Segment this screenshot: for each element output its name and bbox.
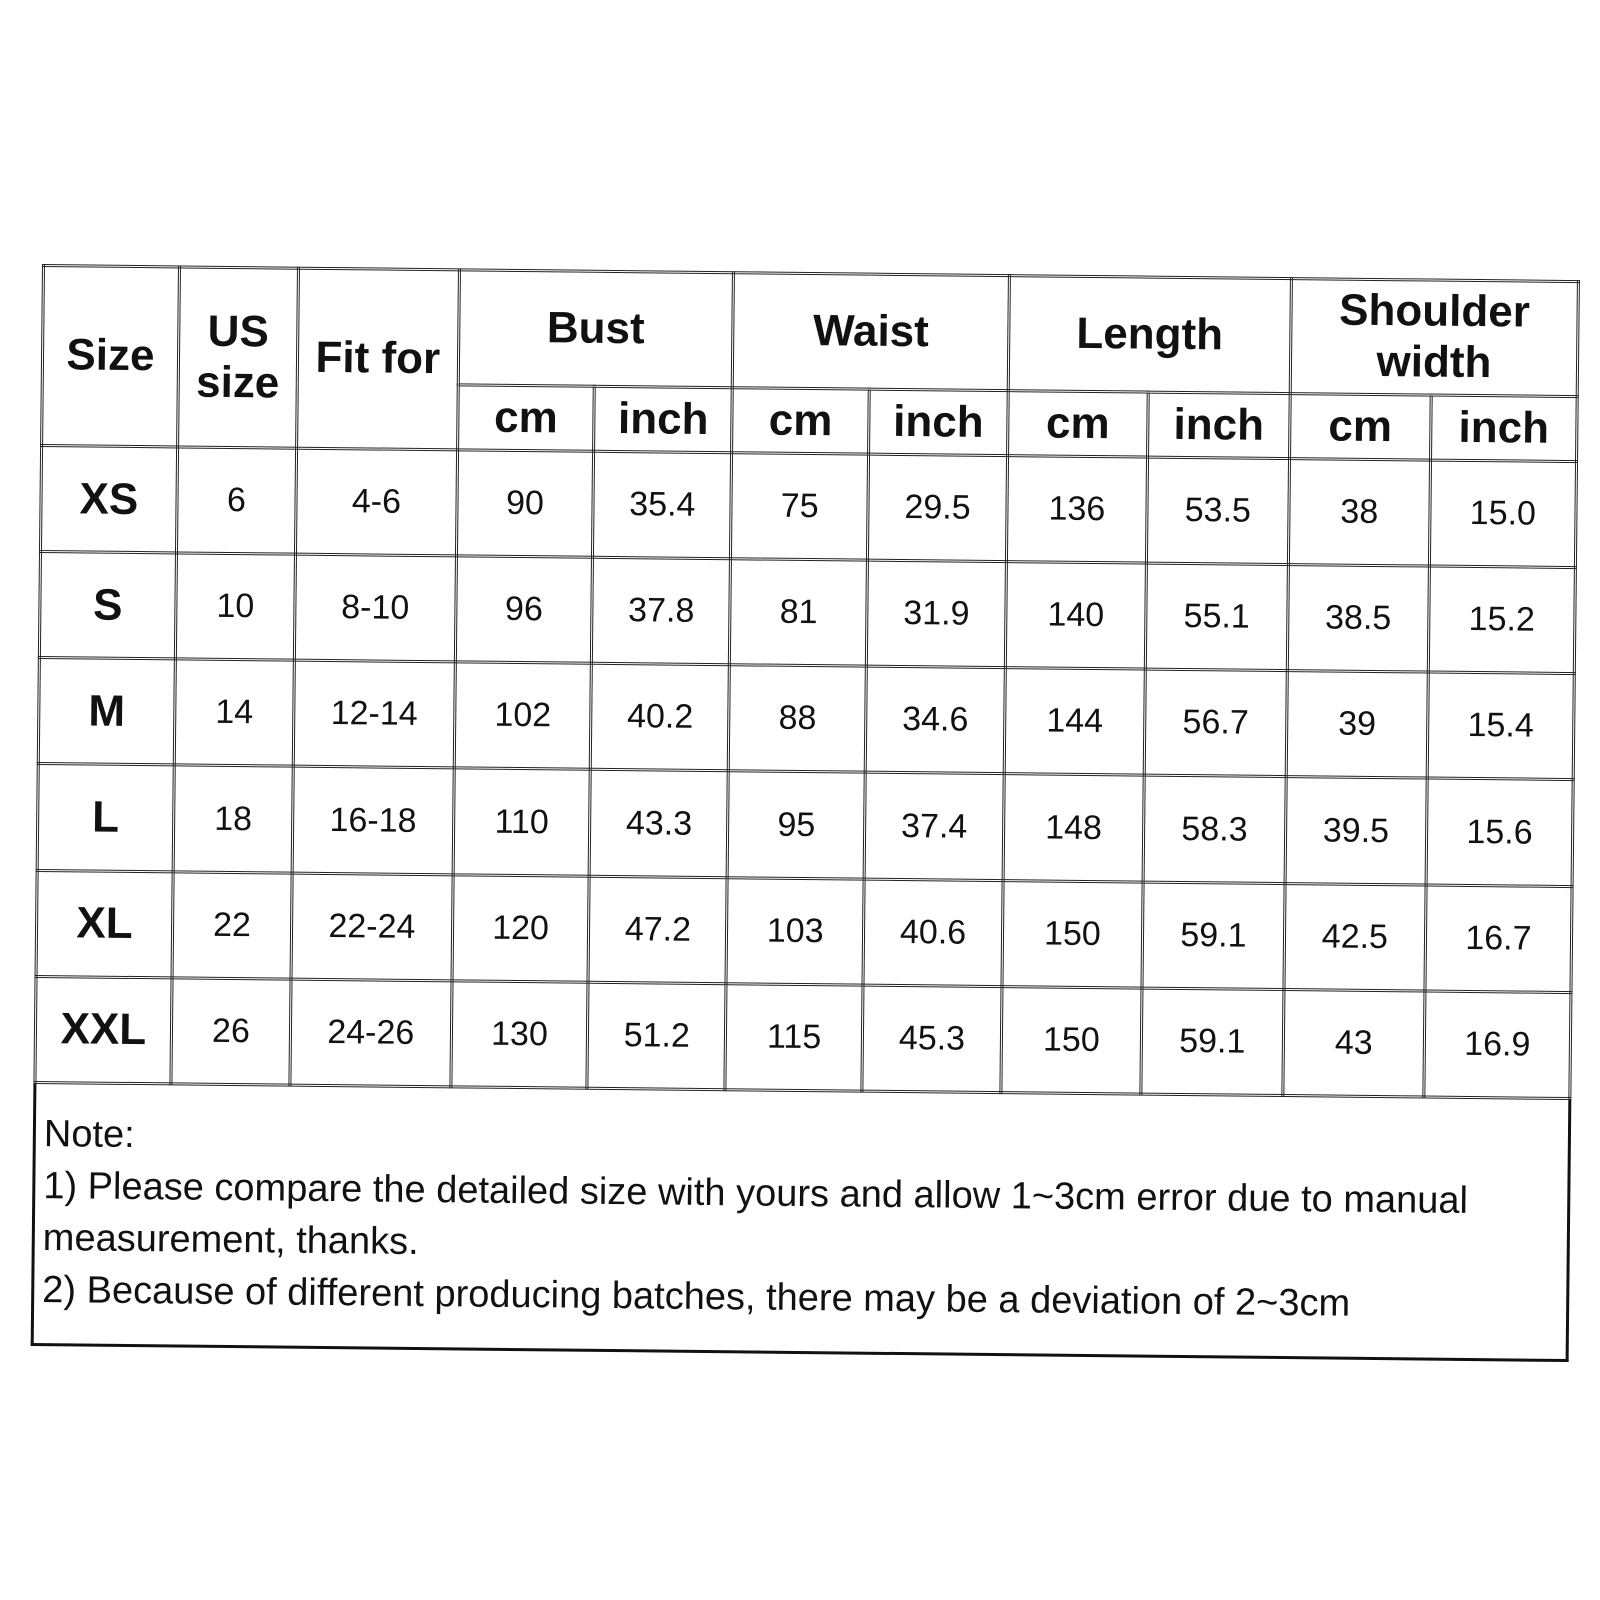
waist-cm-value: 95 [727,771,865,879]
us-size-value: 18 [173,765,293,872]
table-row [36,870,1572,992]
fit-for-value: 16-18 [292,767,454,875]
bust-cm-value: 120 [452,874,590,982]
waist-cm-value: 115 [725,983,863,1091]
fit-for-value: 8-10 [294,554,456,662]
header-size: Size [42,266,180,447]
shoulder-inch-value: 16.7 [1425,885,1572,993]
shoulder-inch-value: 15.2 [1428,566,1575,674]
size-label: S [39,552,176,660]
length-inch-value: 58.3 [1143,776,1286,884]
note-title: Note: [43,1113,135,1157]
size-label: M [38,658,175,766]
bust-inch-value: 43.3 [590,770,729,878]
header-waist-inch: inch [869,389,1009,455]
header-bust-cm: cm [457,385,595,451]
bust-cm-value: 96 [455,556,593,664]
length-cm-value: 150 [1001,986,1142,1094]
waist-cm-value: 75 [731,453,869,561]
length-cm-value: 136 [1006,456,1147,564]
shoulder-inch-value: 15.6 [1426,779,1573,887]
size-label: XS [40,446,177,554]
us-size-value: 26 [171,978,291,1085]
header-waist-cm: cm [732,388,870,454]
header-shoulder-inch: inch [1430,395,1577,462]
fit-for-value: 24-26 [290,979,452,1087]
bust-inch-value: 37.8 [592,557,731,665]
header-bust-inch: inch [594,386,733,452]
length-inch-value: 53.5 [1146,457,1289,565]
length-inch-value: 59.1 [1142,882,1285,990]
length-inch-value: 59.1 [1141,988,1284,1096]
bust-inch-value: 40.2 [591,664,730,772]
header-length-inch: inch [1147,392,1290,458]
table-row [35,976,1571,1098]
header-bust: Bust [458,270,734,388]
header-shoulder-width: Shoulder width [1290,279,1578,397]
length-inch-value: 56.7 [1144,669,1287,777]
bust-cm-value: 102 [454,662,592,770]
table-row [40,446,1576,568]
shoulder-cm-value: 42.5 [1284,883,1426,991]
length-cm-value: 148 [1003,774,1144,882]
size-label: XXL [35,976,172,1084]
bust-cm-value: 130 [451,981,589,1089]
bust-cm-value: 110 [453,768,591,876]
waist-inch-value: 34.6 [865,666,1005,774]
header-length-cm: cm [1008,391,1149,457]
bust-inch-value: 51.2 [587,982,726,1090]
header-fit-for: Fit for [297,268,459,450]
us-size-value: 14 [174,659,294,766]
bust-inch-value: 47.2 [588,876,727,984]
header-shoulder-cm: cm [1289,394,1431,460]
waist-cm-value: 88 [729,665,867,773]
fit-for-value: 22-24 [291,873,453,981]
note-box [31,1084,1572,1362]
waist-inch-value: 37.4 [864,773,1004,881]
header-us-size: US size [177,267,298,448]
length-inch-value: 55.1 [1145,563,1288,671]
shoulder-inch-value: 16.9 [1424,991,1571,1099]
us-size-value: 6 [176,447,296,554]
shoulder-cm-value: 39 [1286,671,1428,779]
bust-cm-value: 90 [456,450,594,558]
us-size-value: 22 [172,872,292,979]
waist-cm-value: 103 [726,877,864,985]
table-row [37,764,1573,886]
size-label: XL [36,870,173,978]
shoulder-cm-value: 38 [1288,459,1430,567]
fit-for-value: 4-6 [296,448,458,556]
waist-inch-value: 31.9 [866,560,1006,668]
us-size-value: 10 [175,553,295,660]
table-row [38,658,1574,780]
size-rows [35,446,1577,1099]
waist-inch-value: 40.6 [863,879,1003,987]
length-cm-value: 150 [1002,880,1143,988]
note-line-1: 1) Please compare the detailed size with yours and allow 1~3cm error due to manual measurement, thanks. [42,1165,1469,1263]
shoulder-inch-value: 15.0 [1429,460,1576,568]
header-waist: Waist [733,273,1010,391]
header-row-groups [42,266,1578,397]
shoulder-cm-value: 39.5 [1285,777,1427,885]
waist-cm-value: 81 [730,559,868,667]
shoulder-inch-value: 15.4 [1427,672,1574,780]
shoulder-cm-value: 43 [1283,989,1425,1097]
note-line-2: 2) Because of different producing batches, there may be a deviation of 2~3cm [42,1269,1351,1325]
waist-inch-value: 29.5 [868,454,1008,562]
waist-inch-value: 45.3 [862,985,1002,1093]
header-length: Length [1008,276,1291,394]
length-cm-value: 140 [1005,562,1146,670]
size-label: L [37,764,174,872]
size-chart [31,264,1580,1362]
length-cm-value: 144 [1004,668,1145,776]
bust-inch-value: 35.4 [593,451,732,559]
shoulder-cm-value: 38.5 [1287,565,1429,673]
fit-for-value: 12-14 [293,660,455,768]
size-chart-table [33,264,1580,1100]
table-row [39,552,1575,674]
